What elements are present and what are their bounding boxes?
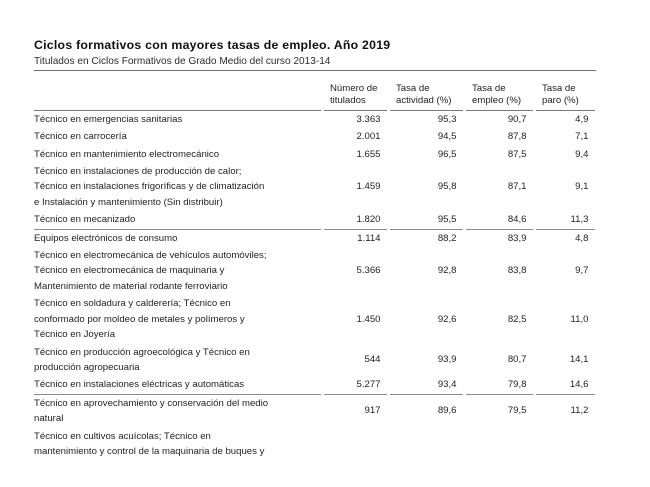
column-header-tasa-actividad bbox=[388, 83, 464, 110]
row-program-label-line: Técnico en instalaciones eléctricas y automáticas bbox=[34, 379, 245, 391]
table-row bbox=[34, 376, 596, 394]
column-header-titulados-line1: Número de bbox=[330, 83, 378, 94]
row-value-empleo: 79,8 bbox=[464, 376, 534, 394]
row-value-empleo: 90,7 bbox=[507, 113, 527, 125]
column-header-tasa-paro bbox=[534, 83, 596, 110]
row-program-label-line: Técnico en mantenimiento electromecánico bbox=[34, 148, 220, 160]
row-program-label-line: conformado por moldeo de metales y polímeros y bbox=[34, 313, 245, 325]
employment-rates-table bbox=[34, 83, 598, 460]
row-program-label bbox=[34, 428, 322, 461]
table-row bbox=[34, 146, 596, 163]
row-value-actividad: 96,5 bbox=[437, 148, 457, 160]
table-row bbox=[34, 229, 596, 247]
table-header-row bbox=[34, 83, 596, 110]
table-row bbox=[34, 295, 596, 343]
row-value-titulados: 3.363 bbox=[356, 113, 381, 125]
row-program-label bbox=[34, 344, 322, 377]
row-value-titulados: 917 bbox=[364, 405, 381, 417]
row-value-actividad: 89,6 bbox=[437, 405, 457, 417]
row-value-titulados: 2.001 bbox=[356, 131, 381, 143]
row-value-actividad: 92,8 bbox=[437, 265, 457, 277]
row-program-label-line: mantenimiento y control de la maquinaria de buques y bbox=[34, 445, 265, 457]
row-program-label bbox=[34, 146, 322, 163]
row-value-paro bbox=[534, 428, 596, 461]
row-value-actividad: 93,4 bbox=[388, 376, 464, 394]
row-value-titulados: 1.450 bbox=[356, 313, 381, 325]
row-value-actividad: 95,3 bbox=[437, 113, 457, 125]
row-value-paro: 7,1 bbox=[575, 131, 589, 143]
column-header-empleo-line1: Tasa de bbox=[472, 83, 506, 94]
row-value-actividad bbox=[388, 428, 464, 461]
row-program-label bbox=[34, 247, 322, 295]
row-value-empleo: 87,8 bbox=[507, 131, 527, 143]
row-value-titulados: 1.820 bbox=[322, 211, 388, 229]
row-program-label-line: producción agropecuaria bbox=[34, 361, 140, 373]
row-program-label bbox=[34, 163, 322, 211]
row-value-paro: 11,3 bbox=[534, 211, 596, 229]
row-value-paro: 11,0 bbox=[570, 313, 589, 325]
row-program-label-line: natural bbox=[34, 413, 64, 425]
row-program-label bbox=[34, 211, 322, 229]
table-row bbox=[34, 128, 596, 145]
document-content bbox=[34, 38, 596, 460]
table-row bbox=[34, 247, 596, 295]
row-value-titulados: 1.459 bbox=[356, 181, 381, 193]
row-program-label-line: Técnico en soldadura y calderería; Técnico en bbox=[34, 298, 231, 310]
row-program-label-line: Mantenimiento de material rodante ferroviario bbox=[34, 280, 228, 292]
row-program-label bbox=[34, 376, 322, 394]
row-program-label-line: Técnico en instalaciones de producción de calor; bbox=[34, 166, 242, 178]
row-program-label-line: Técnico en mecanizado bbox=[34, 214, 136, 226]
row-value-empleo: 79,5 bbox=[507, 405, 527, 417]
row-value-titulados: 1.655 bbox=[356, 148, 381, 160]
row-value-titulados: 1.114 bbox=[357, 232, 381, 244]
row-value-actividad: 92,6 bbox=[437, 313, 457, 325]
row-value-empleo: 83,9 bbox=[507, 232, 527, 244]
column-header-actividad-line2: actividad (%) bbox=[396, 95, 452, 107]
row-value-paro: 9,1 bbox=[575, 181, 589, 193]
table-row bbox=[34, 394, 596, 427]
row-value-paro: 9,7 bbox=[575, 265, 589, 277]
row-program-label-line: Técnico en instalaciones frigoríficas y de climatización bbox=[34, 181, 265, 193]
row-value-empleo: 87,5 bbox=[507, 148, 527, 160]
column-header-program bbox=[34, 83, 322, 110]
row-value-empleo: 80,7 bbox=[507, 354, 527, 366]
subtitle-divider bbox=[34, 70, 596, 71]
column-header-paro-line1: Tasa de bbox=[542, 83, 576, 94]
row-program-label-line: Técnico en cultivos acuícolas; Técnico en bbox=[34, 430, 211, 442]
row-value-empleo: 84,6 bbox=[464, 211, 534, 229]
row-program-label bbox=[34, 128, 322, 145]
column-header-actividad-line1: Tasa de bbox=[396, 83, 430, 94]
row-value-paro: 14,6 bbox=[534, 376, 596, 394]
row-program-label bbox=[34, 229, 322, 247]
row-program-label-line: Técnico en electromecánica de vehículos automóviles; bbox=[34, 250, 267, 262]
table-body bbox=[34, 110, 596, 460]
row-program-label-line: Técnico en carrocería bbox=[34, 131, 127, 143]
column-header-tasa-empleo bbox=[464, 83, 534, 110]
row-value-paro: 11,2 bbox=[570, 405, 589, 417]
row-value-titulados bbox=[322, 428, 388, 461]
row-value-empleo: 82,5 bbox=[507, 313, 527, 325]
row-value-actividad: 93,9 bbox=[437, 354, 457, 366]
row-program-label-line: Técnico en emergencias sanitarias bbox=[34, 113, 183, 125]
row-value-paro: 4,8 bbox=[575, 232, 589, 244]
row-value-titulados: 5.277 bbox=[322, 376, 388, 394]
row-value-titulados: 5.366 bbox=[356, 265, 381, 277]
table-row bbox=[34, 110, 596, 128]
row-value-actividad: 95,5 bbox=[388, 211, 464, 229]
row-value-empleo: 87,1 bbox=[507, 181, 527, 193]
row-program-label bbox=[34, 394, 322, 427]
row-program-label bbox=[34, 110, 322, 128]
row-value-empleo bbox=[464, 428, 534, 461]
table-row bbox=[34, 163, 596, 211]
table-row bbox=[34, 344, 596, 377]
column-header-empleo-line2: empleo (%) bbox=[472, 95, 522, 107]
row-value-actividad: 94,5 bbox=[437, 131, 457, 143]
table-header bbox=[34, 83, 596, 110]
table-row bbox=[34, 211, 596, 229]
column-header-paro-line2: paro (%) bbox=[542, 95, 579, 107]
row-value-titulados: 544 bbox=[364, 354, 381, 366]
row-program-label-line: Técnico en producción agroecológica y Técnico en bbox=[34, 346, 250, 358]
row-program-label-line: Técnico en aprovechamiento y conservación del medio bbox=[34, 397, 269, 409]
row-value-empleo: 83,8 bbox=[507, 265, 527, 277]
subtitle-block bbox=[34, 55, 596, 71]
row-value-paro: 14,1 bbox=[569, 354, 589, 366]
column-header-titulados bbox=[322, 83, 388, 110]
row-value-paro: 9,4 bbox=[575, 148, 589, 160]
row-value-paro: 4,9 bbox=[575, 113, 589, 125]
row-program-label-line: Técnico en electromecánica de maquinaria y bbox=[34, 265, 225, 277]
page-title: Ciclos formativos con mayores tasas de empleo. Año 2019 bbox=[34, 38, 391, 52]
row-value-actividad: 95,8 bbox=[437, 181, 457, 193]
row-program-label-line: Equipos electrónicos de consumo bbox=[34, 232, 178, 244]
row-program-label-line: e Instalación y mantenimiento (Sin distribuir) bbox=[34, 196, 223, 208]
page-subtitle: Titulados en Ciclos Formativos de Grado Medio del curso 2013-14 bbox=[34, 56, 331, 67]
row-program-label-line: Técnico en Joyería bbox=[34, 329, 116, 341]
row-value-actividad: 88,2 bbox=[437, 232, 457, 244]
column-header-titulados-line2: titulados bbox=[330, 95, 366, 107]
table-row bbox=[34, 428, 596, 461]
row-program-label bbox=[34, 295, 322, 343]
